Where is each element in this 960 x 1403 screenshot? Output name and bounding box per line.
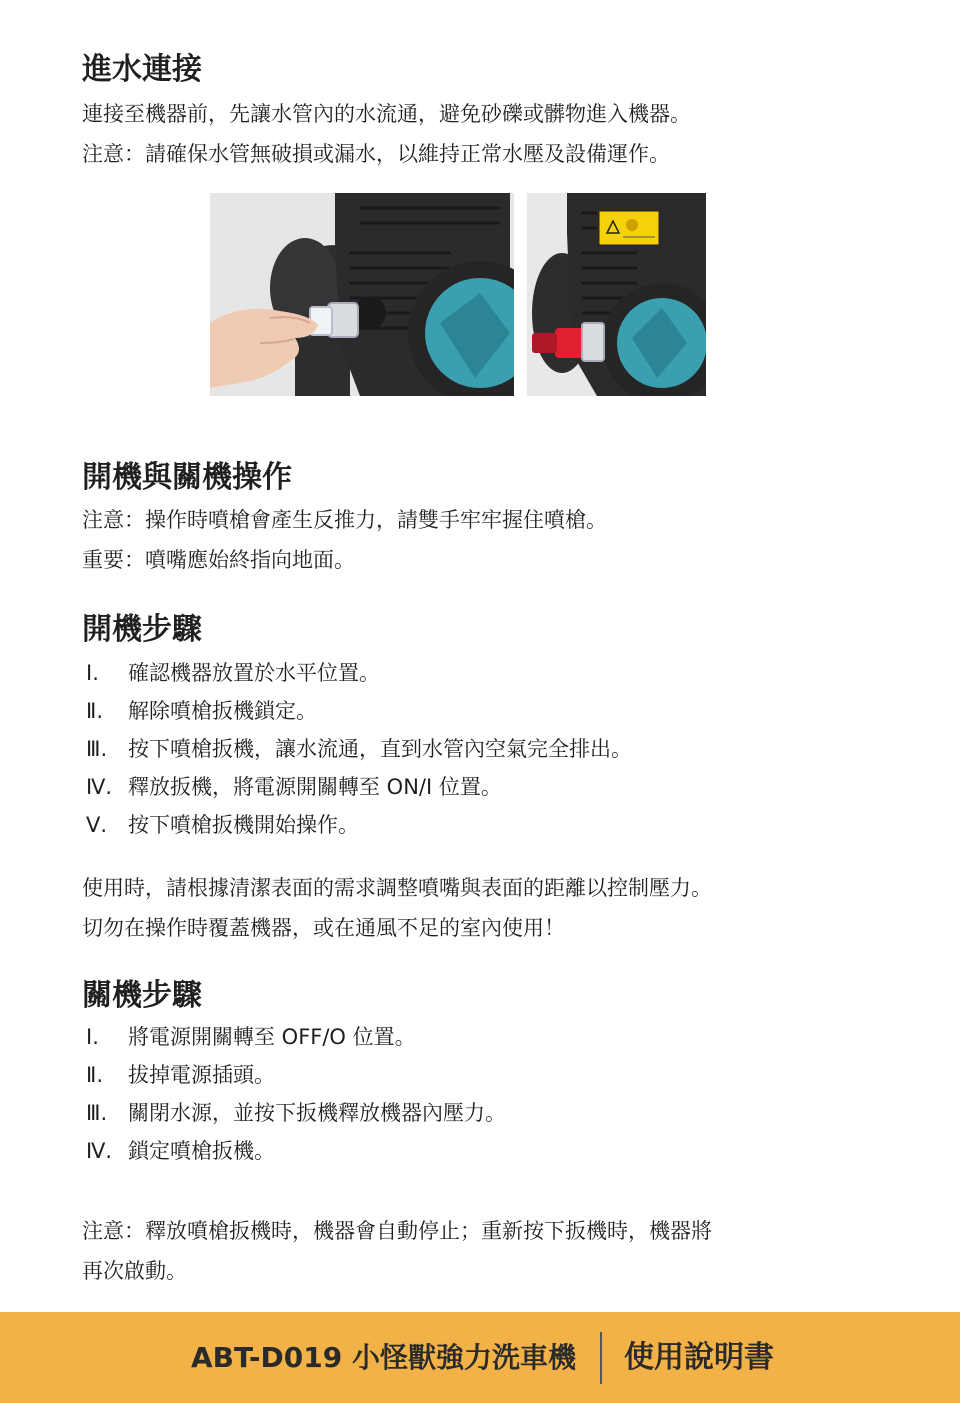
- footer-product-name: ABT-D019 小怪獸強力洗車機: [190, 1341, 576, 1374]
- step-number: Ⅳ.: [86, 1139, 113, 1163]
- list-item: [82, 768, 922, 806]
- step-text: 拔掉電源插頭。: [128, 1063, 275, 1087]
- water-inlet-note: 注意：請確保水管無破損或漏水，以維持正常水壓及設備運作。: [82, 142, 670, 166]
- power-operation-note: 注意：操作時噴槍會產生反推力，請雙手牢牢握住噴槍。: [82, 508, 607, 532]
- step-text: 解除噴槍扳機鎖定。: [128, 699, 317, 723]
- step-number: Ⅰ.: [86, 1025, 99, 1049]
- step-text: 鎖定噴槍扳機。: [128, 1139, 275, 1163]
- usage-note: [82, 868, 922, 948]
- step-number: Ⅰ.: [86, 661, 99, 685]
- inlet-photos: [210, 193, 706, 396]
- list-item: [82, 1094, 922, 1132]
- shutdown-steps-title: 關機步驟: [82, 978, 202, 1013]
- power-operation-title: 開機與關機操作: [82, 460, 292, 495]
- photo-hand-connecting-hose: [210, 193, 514, 396]
- list-item: [82, 1018, 922, 1056]
- list-item: [82, 1056, 922, 1094]
- step-number: Ⅳ.: [86, 775, 113, 799]
- step-number: Ⅲ.: [86, 1101, 108, 1125]
- water-inlet-line: 連接至機器前，先讓水管內的水流通，避免砂礫或髒物進入機器。: [82, 102, 691, 126]
- step-text: 確認機器放置於水平位置。: [128, 661, 380, 685]
- water-inlet-title: 進水連接: [82, 52, 202, 87]
- step-text: 按下噴槍扳機，讓水流通，直到水管內空氣完全排出。: [128, 737, 632, 761]
- water-inlet-section: [82, 52, 922, 174]
- list-item: [82, 730, 922, 768]
- footer-bar: [0, 1312, 960, 1403]
- warning-label-icon: [599, 211, 659, 245]
- step-text: 釋放扳機，將電源開關轉至 ON/I 位置。: [128, 775, 502, 799]
- power-operation-important: 重要：噴嘴應始終指向地面。: [82, 548, 355, 572]
- final-note-line: 注意：釋放噴槍扳機時，機器會自動停止；重新按下扳機時，機器將: [82, 1219, 712, 1243]
- list-item: [82, 654, 922, 692]
- footer-divider: [600, 1332, 602, 1384]
- step-number: Ⅲ.: [86, 737, 108, 761]
- startup-steps-title: 開機步驟: [82, 612, 202, 647]
- power-operation-section: [82, 460, 922, 580]
- list-item: [82, 1132, 922, 1170]
- step-number: Ⅱ.: [86, 1063, 104, 1087]
- shutdown-steps-list: [82, 1018, 922, 1170]
- usage-note-line: 使用時，請根據清潔表面的需求調整噴嘴與表面的距離以控制壓力。: [82, 876, 712, 900]
- shutdown-steps-section: [82, 978, 922, 1170]
- step-number: Ⅱ.: [86, 699, 104, 723]
- usage-note-warning: 切勿在操作時覆蓋機器，或在通風不足的室內使用！: [82, 916, 565, 940]
- step-text: 關閉水源，並按下扳機釋放機器內壓力。: [128, 1101, 506, 1125]
- step-text: 按下噴槍扳機開始操作。: [128, 813, 359, 837]
- startup-steps-list: [82, 654, 922, 844]
- startup-steps-section: [82, 612, 922, 844]
- final-note: [82, 1211, 922, 1291]
- step-number: Ⅴ.: [86, 813, 108, 837]
- list-item: [82, 806, 922, 844]
- final-note-line: 再次啟動。: [82, 1259, 187, 1283]
- step-text: 將電源開關轉至 OFF/O 位置。: [128, 1025, 416, 1049]
- footer-manual-title: 使用說明書: [624, 1340, 774, 1375]
- list-item: [82, 692, 922, 730]
- photo-connector-attached: [527, 193, 706, 396]
